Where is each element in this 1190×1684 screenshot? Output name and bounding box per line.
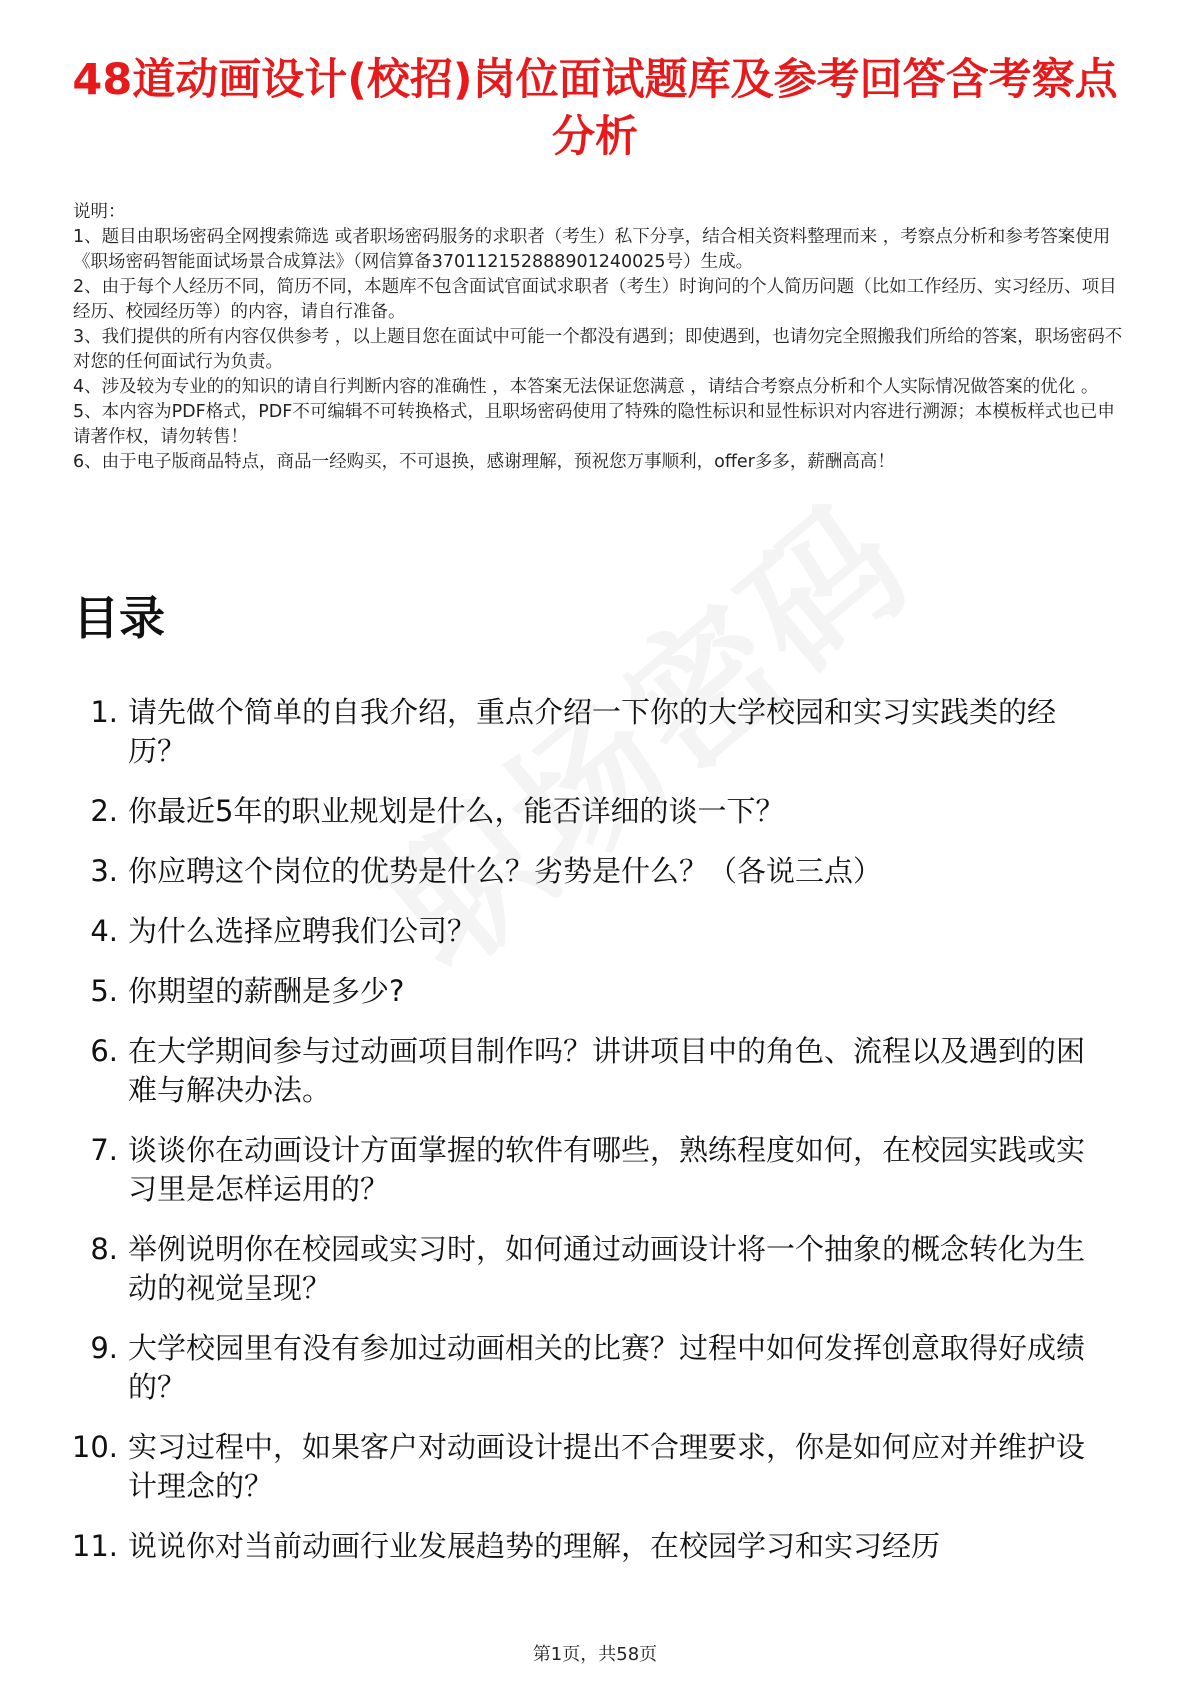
toc-item-text: 举例说明你在校园或实习时，如何通过动画设计将一个抽象的概念转化为生动的视觉呈现？ (128, 1232, 1086, 1305)
toc-item-text: 在大学期间参与过动画项目制作吗？讲讲项目中的角色、流程以及遇到的困难与解决办法。 (128, 1034, 1086, 1107)
notes-section (73, 200, 1123, 475)
toc-item-text: 大学校园里有没有参加过动画相关的比赛？过程中如何发挥创意取得好成绩的？ (128, 1331, 1086, 1404)
toc-item[interactable] (60, 693, 1110, 771)
toc-item-number: 9. (90, 1331, 118, 1365)
toc-item[interactable] (60, 1527, 1110, 1566)
toc-item-number: 5. (90, 974, 118, 1008)
note-item: 1、题目由职场密码全网搜索筛选 或者职场密码服务的求职者（考生）私下分享，结合相关资料整理而来 ，考察点分析和参考答案使用《职场密码智能面试场景合成算法》（网信算备370112152888901240025号）生成。 (73, 227, 1111, 272)
toc-item[interactable] (60, 1428, 1110, 1506)
toc-item[interactable] (60, 1032, 1110, 1110)
toc-item-text: 你期望的薪酬是多少? (128, 974, 405, 1008)
toc-item-number: 6. (90, 1034, 118, 1068)
note-item: 6、由于电子版商品特点，商品一经购买，不可退换，感谢理解，预祝您万事顺利，offer多多，薪酬高高！ (73, 452, 895, 472)
toc-item-number: 3. (90, 854, 118, 888)
toc-item-text: 你应聘这个岗位的优势是什么？劣势是什么？（各说三点） (128, 854, 883, 888)
table-of-contents (60, 693, 1110, 1587)
toc-item[interactable] (60, 1230, 1110, 1308)
toc-heading: 目录 (73, 591, 165, 645)
note-item: 3、我们提供的所有内容仅供参考 ，以上题目您在面试中可能一个都没有遇到；即使遇到，也请勿完全照搬我们所给的答案，职场密码不对您的任何面试行为负责。 (73, 327, 1123, 372)
toc-item[interactable] (60, 972, 1110, 1011)
toc-item-number: 11. (71, 1529, 118, 1563)
toc-item[interactable] (60, 912, 1110, 951)
toc-item-text: 为什么选择应聘我们公司？ (128, 914, 477, 948)
toc-item-text: 实习过程中，如果客户对动画设计提出不合理要求，你是如何应对并维护设计理念的？ (128, 1430, 1086, 1503)
toc-item-number: 8. (90, 1232, 118, 1266)
toc-item[interactable] (60, 852, 1110, 891)
document-title: 48道动画设计(校招)岗位面试题库及参考回答含考察点分析 (72, 55, 1118, 162)
note-item: 2、由于每个人经历不同，简历不同，本题库不包含面试官面试求职者（考生）时询问的个人简历问题（比如工作经历、实习经历、项目经历、校园经历等）的内容，请自行准备。 (73, 277, 1117, 322)
notes-heading: 说明： (73, 202, 126, 222)
toc-item-number: 2. (90, 794, 118, 828)
toc-item[interactable] (60, 1329, 1110, 1407)
page-footer: 第1页，共58页 (532, 1644, 658, 1665)
toc-item-text: 谈谈你在动画设计方面掌握的软件有哪些，熟练程度如何，在校园实践或实习里是怎样运用的？ (128, 1133, 1086, 1206)
toc-item-text: 请先做个简单的自我介绍，重点介绍一下你的大学校园和实习实践类的经历？ (128, 695, 1057, 768)
toc-item-text: 说说你对当前动画行业发展趋势的理解，在校园学习和实习经历 (128, 1529, 941, 1563)
toc-item-number: 1. (90, 695, 118, 729)
toc-item-number: 4. (90, 914, 118, 948)
note-item: 5、本内容为PDF格式，PDF不可编辑不可转换格式，且职场密码使用了特殊的隐性标识和显性标识对内容进行溯源；本模板样式也已申请著作权，请勿转售！ (73, 402, 1115, 447)
toc-item-number: 7. (90, 1133, 118, 1167)
note-item: 4、涉及较为专业的的知识的请自行判断内容的准确性 ，本答案无法保证您满意 ，请结合考察点分析和个人实际情况做答案的优化 。 (73, 377, 1099, 397)
toc-item-text: 你最近5年的职业规划是什么，能否详细的谈一下？ (128, 794, 785, 828)
toc-item-number: 10. (71, 1430, 118, 1464)
toc-item[interactable] (60, 1131, 1110, 1209)
toc-item[interactable] (60, 792, 1110, 831)
